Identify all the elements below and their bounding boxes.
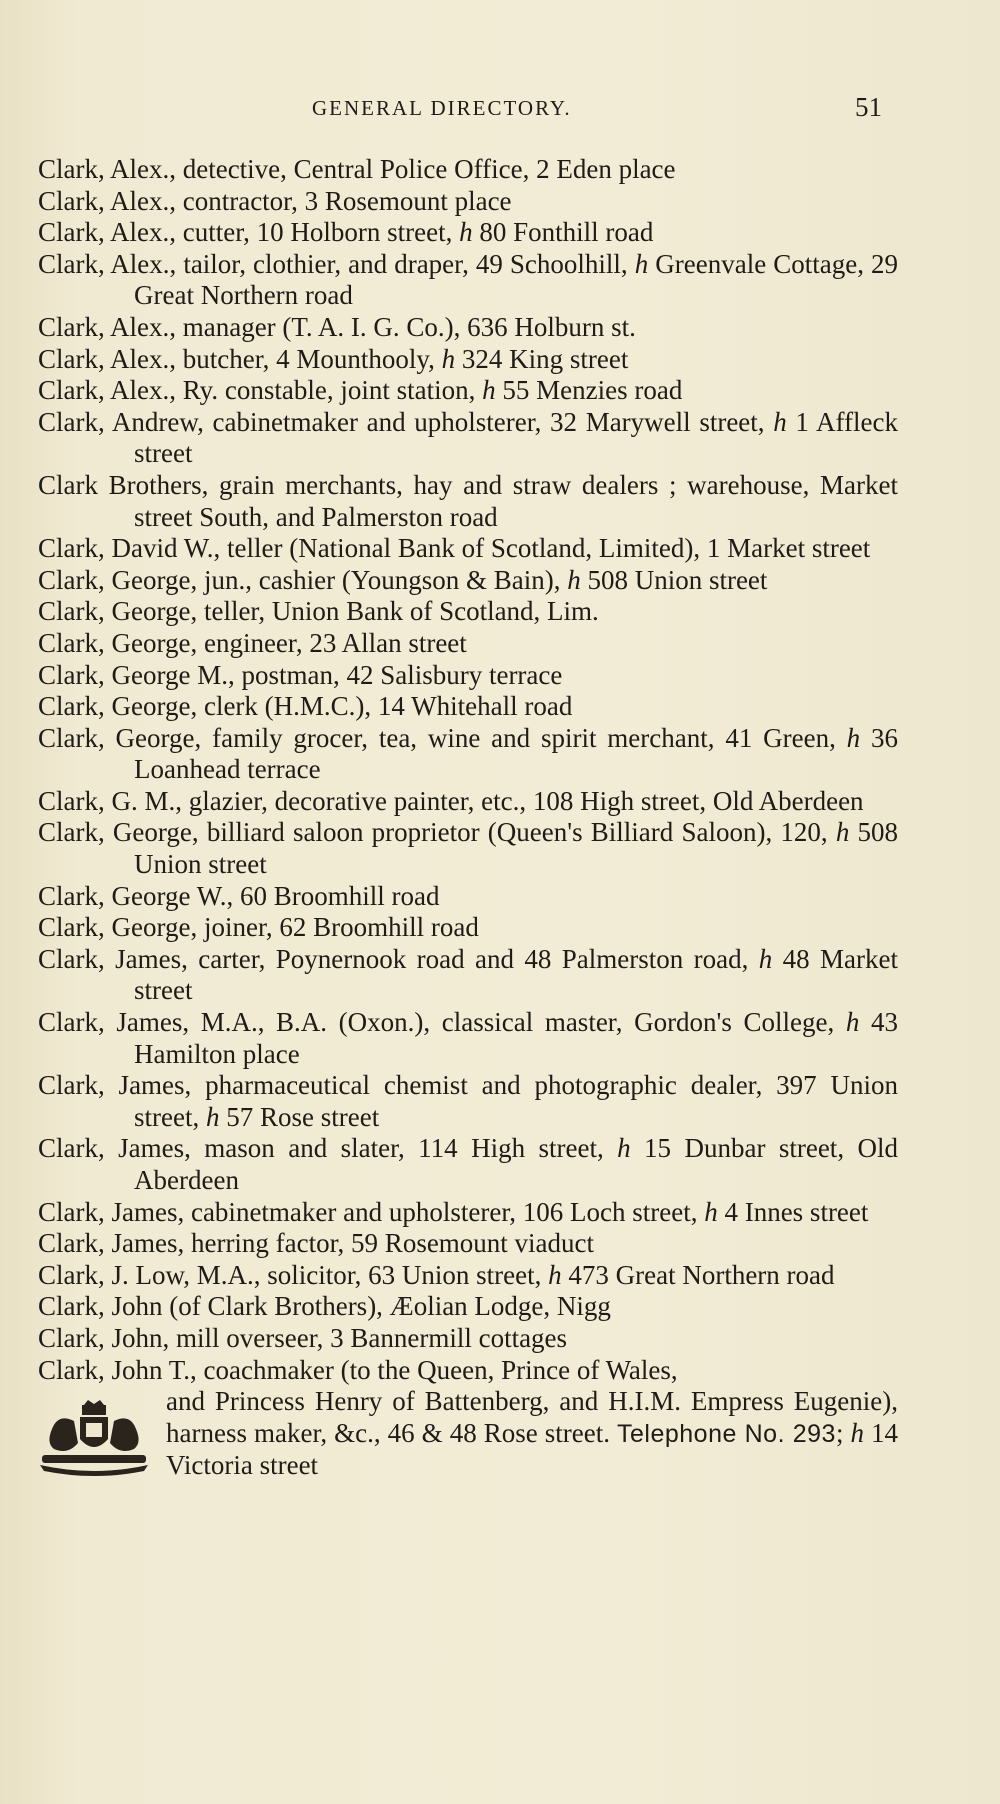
residence-marker: h (441, 343, 456, 374)
directory-entry: Clark, Alex., contractor, 3 Rosemount place (38, 185, 512, 216)
running-head: GENERAL DIRECTORY. (312, 96, 572, 120)
directory-entry: Clark, James, herring factor, 59 Rosemount viaduct (38, 1228, 595, 1259)
residence-marker: h (205, 1101, 220, 1132)
residence-marker: h (548, 1259, 562, 1290)
directory-entry-advertisement (38, 1355, 898, 1482)
directory-entry: Clark, J. Low, M.A., solicitor, 63 Union street, h 473 Great Northern road (38, 1259, 835, 1290)
directory-entry: Clark, James, carter, Poynernook road and 48 Palmerston road, h 48 Market street (38, 943, 898, 1006)
directory-entry: Clark, Alex., cutter, 10 Holborn street, h 80 Fonthill road (38, 217, 654, 248)
directory-entry: Clark, George, clerk (H.M.C.), 14 Whitehall road (38, 691, 573, 722)
directory-entry: Clark, George M., postman, 42 Salisbury terrace (38, 659, 563, 690)
directory-entry: Clark, Alex., Ry. constable, joint station, h 55 Menzies road (38, 375, 683, 406)
directory-entry: Clark, James, M.A., B.A. (Oxon.), classical master, Gordon's College, h 43 Hamilton place (38, 1007, 898, 1069)
residence-marker: h (482, 375, 496, 406)
directory-entry: Clark, James, pharmaceutical chemist and photographic dealer, 397 Union street, h 57 Rose street (38, 1070, 898, 1132)
directory-entry: Clark, George, billiard saloon proprietor (Queen's Billiard Saloon), 120, h 508 Union street (38, 817, 899, 880)
residence-marker: h (567, 564, 581, 595)
directory-entry: Clark, John, mill overseer, 3 Bannermill cottages (38, 1322, 568, 1353)
residence-marker: h (704, 1196, 718, 1227)
residence-marker: h (758, 943, 773, 974)
directory-entry: Clark, John (of Clark Brothers), Æolian Lodge, Nigg (38, 1291, 611, 1322)
directory-entry: Clark, Andrew, cabinetmaker and upholsterer, 32 Marywell street, h 1 Affleck street (38, 406, 898, 469)
residence-marker: h (459, 217, 473, 248)
directory-entry: Clark, Alex., manager (T. A. I. G. Co.), 636 Holburn st. (38, 311, 636, 342)
directory-entry: Clark, David W., teller (National Bank of Scotland, Limited), 1 Market street (38, 533, 871, 564)
directory-entry: Clark, George, family grocer, tea, wine and spirit merchant, 41 Green, h 36 Loanhead terrace (38, 722, 898, 785)
royal-arms-icon (38, 1399, 150, 1479)
directory-entry: Clark Brothers, grain merchants, hay and straw dealers ; warehouse, Market street South, and Palmerston road (38, 469, 898, 532)
directory-entry: Clark, James, mason and slater, 114 High street, h 15 Dunbar street, Old Aberdeen (38, 1133, 898, 1195)
residence-marker: h (634, 248, 649, 279)
page-header (0, 92, 1000, 126)
entry-first-line: Clark, John T., coachmaker (to the Queen, Prince of Wales, (38, 1354, 678, 1385)
directory-entry: Clark, George, engineer, 23 Allan street (38, 627, 467, 658)
page-number: 51 (855, 92, 882, 122)
directory-entry: Clark, George W., 60 Broomhill road (38, 880, 440, 911)
residence-marker: h (845, 1007, 860, 1038)
entry-continuation-text: and Princess Henry of Battenberg, and H.I.M. Empress Eugenie), harness maker, &c., 46 & 48 Rose street. (166, 1386, 898, 1448)
residence-marker: h (835, 817, 850, 848)
directory-entry: Clark, James, cabinetmaker and upholsterer, 106 Loch street, h 4 Innes street (38, 1196, 869, 1227)
directory-entry: Clark, Alex., tailor, clothier, and draper, 49 Schoolhill, h Greenvale Cottage, 29 Great Northern road (38, 248, 899, 311)
residence-marker: h (617, 1133, 631, 1164)
home-address: ; h 14 Victoria street (166, 1417, 899, 1481)
directory-entry: Clark, George, joiner, 62 Broomhill road (38, 912, 479, 943)
directory-entry: Clark, Alex., detective, Central Police Office, 2 Eden place (38, 154, 676, 184)
entry-continuation (38, 1386, 898, 1482)
directory-entry: Clark, George, jun., cashier (Youngson & Bain), h 508 Union street (38, 564, 768, 595)
directory-entry: Clark, George, teller, Union Bank of Scotland, Lim. (38, 596, 599, 627)
residence-marker: h (773, 406, 787, 437)
directory-entry: Clark, Alex., butcher, 4 Mounthooly, h 324 King street (38, 343, 629, 374)
residence-marker: h (846, 722, 861, 753)
telephone-number: Telephone No. 293 (617, 1419, 836, 1448)
directory-entries (38, 154, 898, 1482)
residence-marker: h (850, 1417, 864, 1448)
directory-entry: Clark, G. M., glazier, decorative painter, etc., 108 High street, Old Aberdeen (38, 785, 864, 816)
